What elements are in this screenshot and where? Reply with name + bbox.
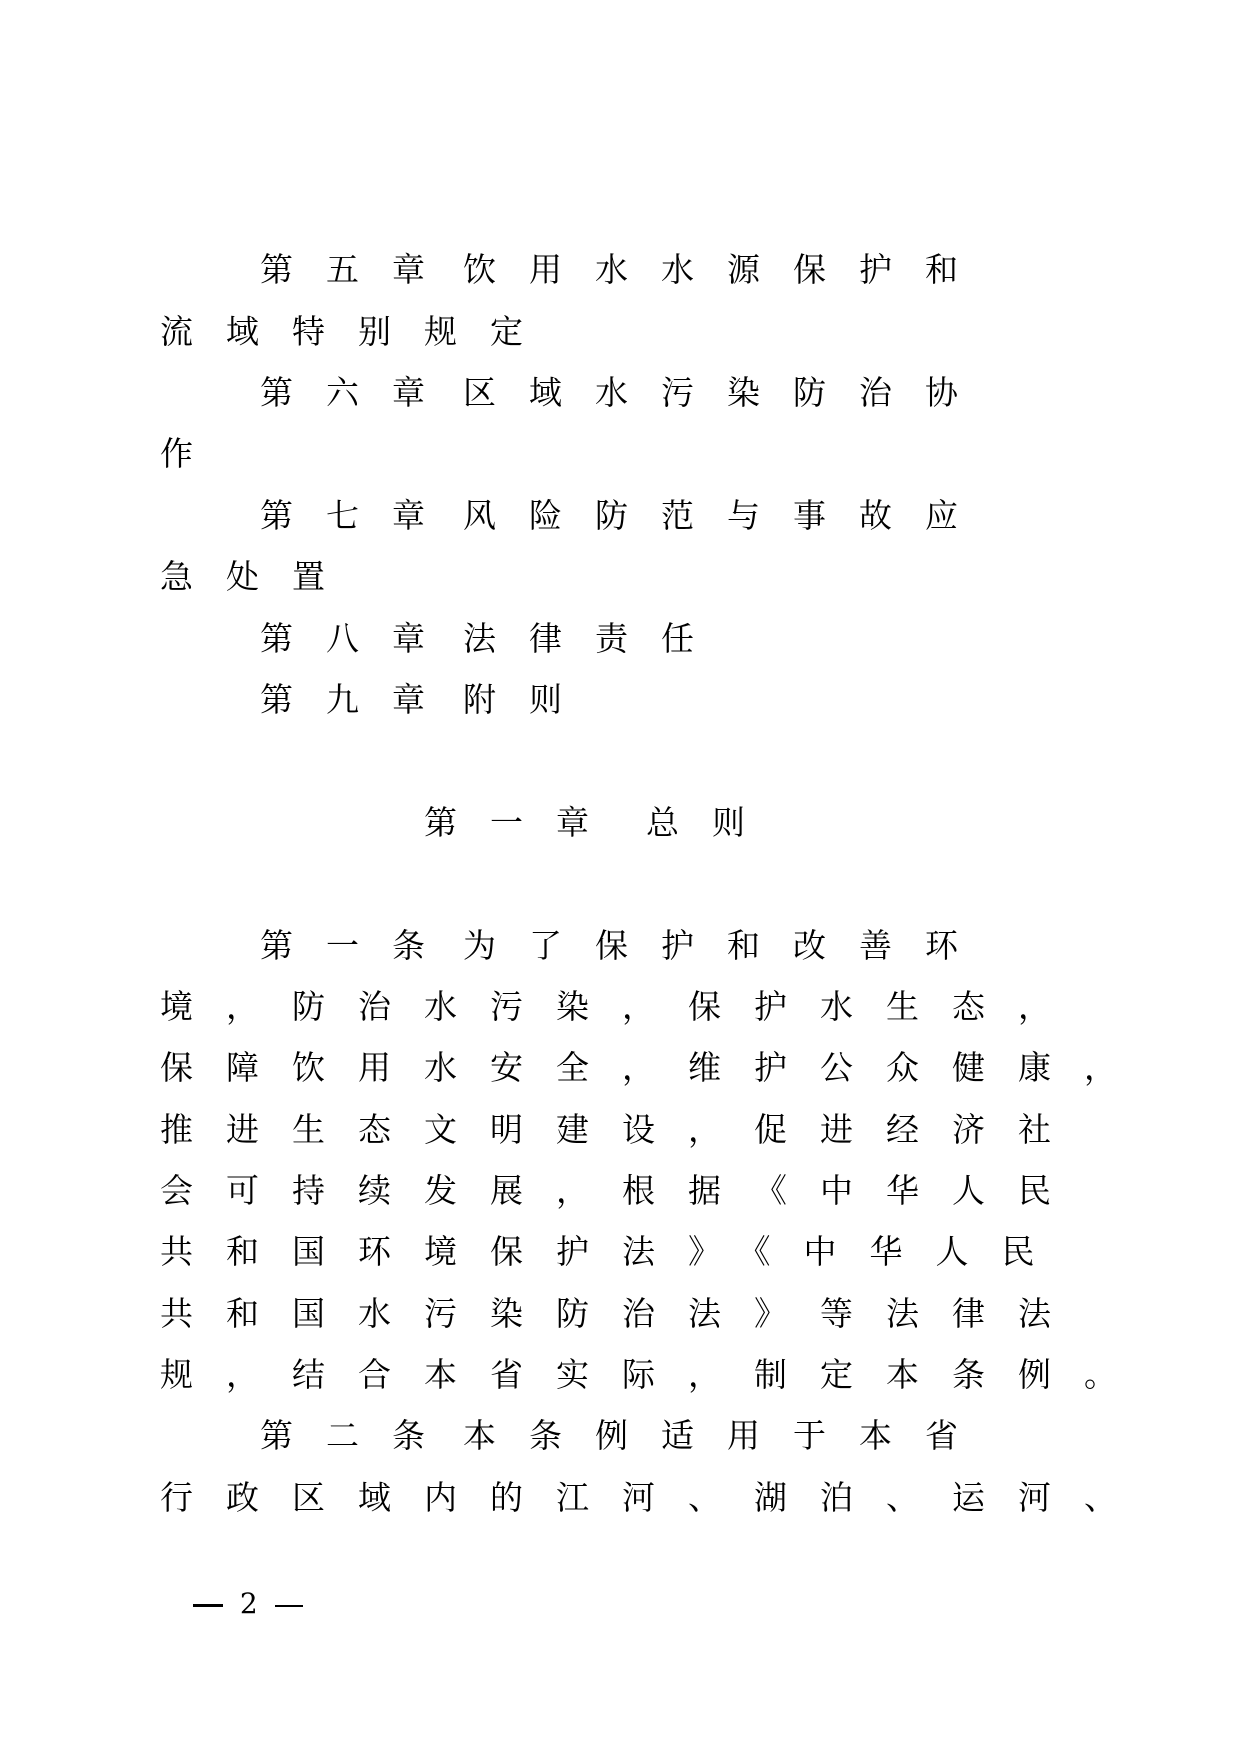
toc-chapter8 bbox=[260, 619, 727, 659]
toc-chapter5-number: 第五章 bbox=[260, 250, 458, 289]
chapter1-number: 第一章 bbox=[424, 803, 622, 842]
toc-chapter9 bbox=[260, 680, 595, 720]
article1-text-line-7: 共和国水污染防治法》等法律法 bbox=[160, 1294, 1084, 1333]
toc-chapter6-number: 第六章 bbox=[260, 373, 458, 412]
toc-chapter6-title: 区域水污染防治协 bbox=[463, 373, 991, 412]
article1-text-line-1: 为了保护和改善环 bbox=[463, 926, 991, 965]
footer-dash-left bbox=[193, 1604, 223, 1607]
chapter1-heading bbox=[424, 803, 778, 843]
article1-text-line-6: 共和国环境保护法》《中华人民 bbox=[160, 1232, 1068, 1271]
page-number: 2 bbox=[239, 1587, 258, 1620]
toc-chapter5-title-cont: 流域特别规定 bbox=[160, 312, 556, 351]
toc-chapter9-number: 第九章 bbox=[260, 680, 458, 719]
toc-chapter7 bbox=[260, 496, 991, 536]
article1-number: 第一条 bbox=[260, 926, 458, 965]
chapter1-title: 总则 bbox=[646, 803, 778, 842]
footer-dash-right bbox=[275, 1605, 303, 1607]
page-number-footer bbox=[193, 1588, 303, 1620]
toc-chapter7-number: 第七章 bbox=[260, 496, 458, 535]
article1-first-line bbox=[260, 926, 991, 966]
article2-first-line bbox=[260, 1416, 991, 1456]
article2-number: 第二条 bbox=[260, 1416, 458, 1455]
article1-text-line-5: 会可持续发展，根据《中华人民 bbox=[160, 1171, 1084, 1210]
toc-chapter6-title-cont: 作 bbox=[160, 434, 226, 473]
toc-chapter8-title: 法律责任 bbox=[463, 619, 727, 658]
toc-chapter8-number: 第八章 bbox=[260, 619, 458, 658]
article1-text-line-3: 保障饮用水安全，维护公众健康， bbox=[160, 1048, 1150, 1087]
toc-chapter9-title: 附则 bbox=[463, 680, 595, 719]
toc-chapter5 bbox=[260, 250, 991, 290]
article1-text-line-4: 推进生态文明建设，促进经济社 bbox=[160, 1110, 1084, 1149]
article2-text-line-2: 行政区域内的江河、湖泊、运河、 bbox=[160, 1478, 1150, 1517]
toc-chapter7-title-cont: 急处置 bbox=[160, 557, 358, 596]
toc-chapter6 bbox=[260, 373, 991, 413]
toc-chapter5-title: 饮用水水源保护和 bbox=[463, 250, 991, 289]
article1-text-line-2: 境，防治水污染，保护水生态， bbox=[160, 987, 1084, 1026]
article2-text-line-1: 本条例适用于本省 bbox=[463, 1416, 991, 1455]
toc-chapter7-title: 风险防范与事故应 bbox=[463, 496, 991, 535]
article1-text-line-8: 规，结合本省实际，制定本条例。 bbox=[160, 1355, 1150, 1394]
